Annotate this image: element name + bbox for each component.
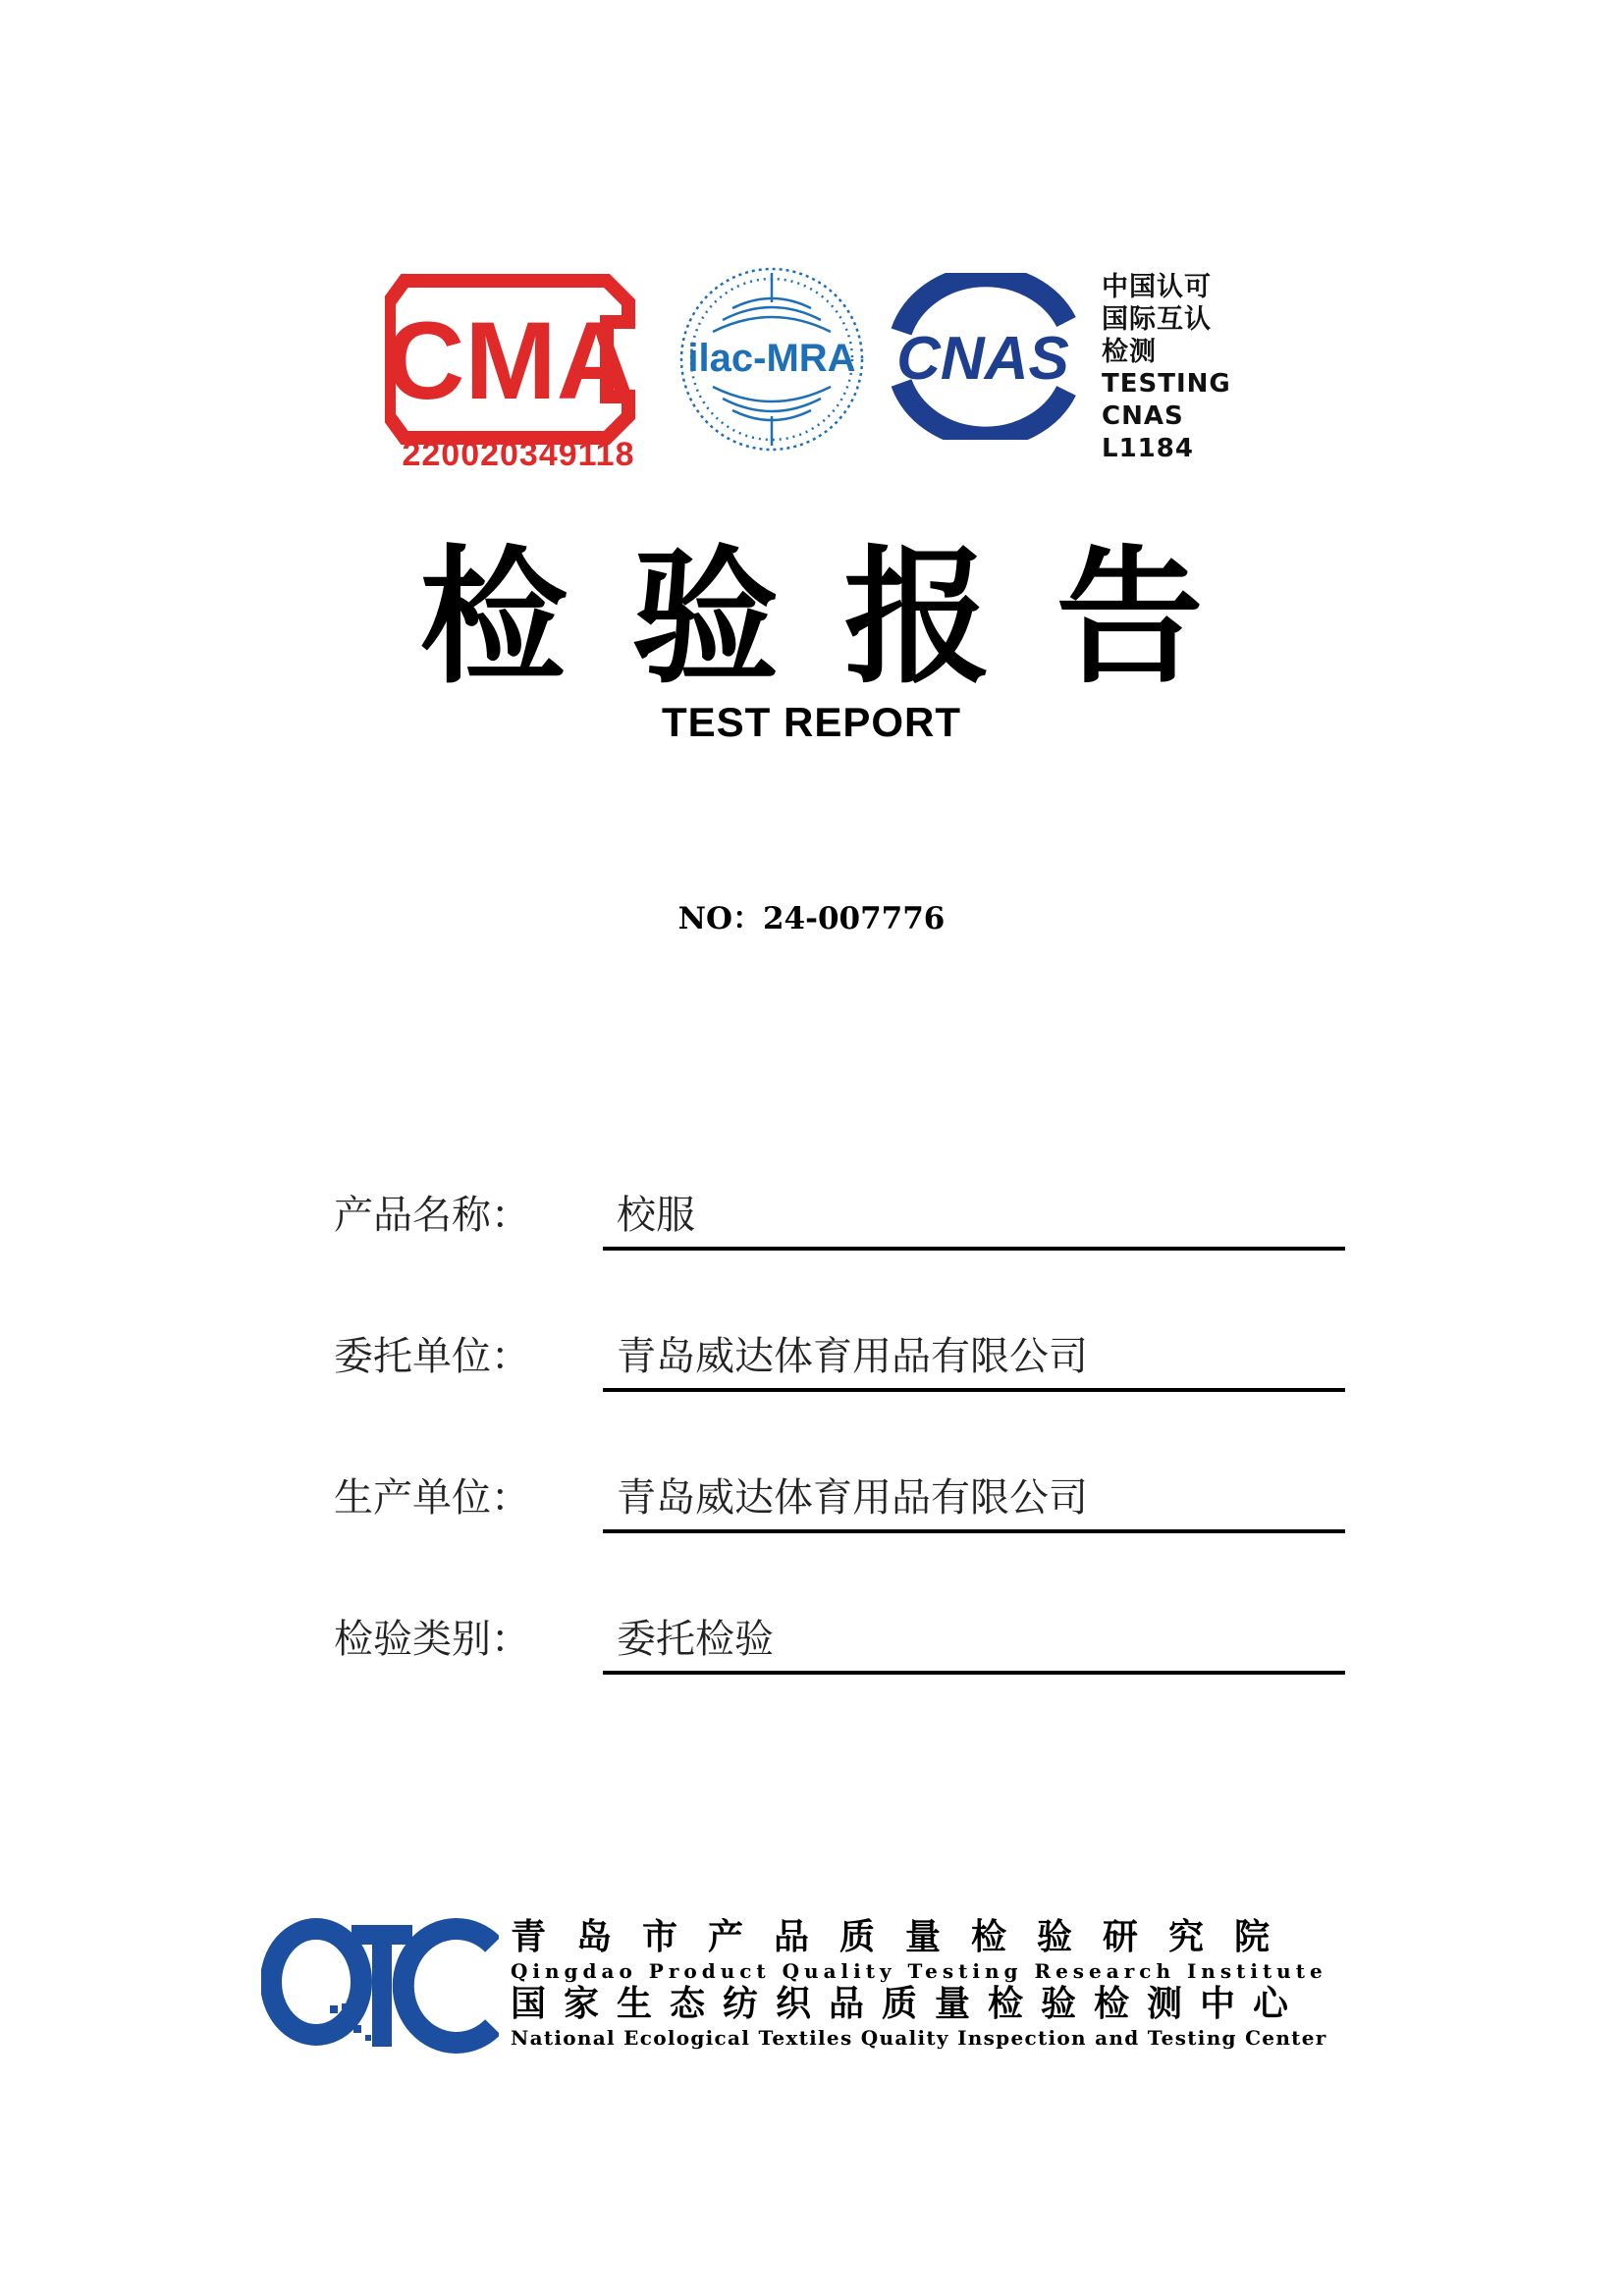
cnas-caption-line: 中国认可 bbox=[1102, 272, 1212, 302]
cnas-logo bbox=[874, 273, 1092, 440]
report-title-english: TEST REPORT bbox=[661, 699, 962, 745]
field-value: 青岛威达体育用品有限公司 bbox=[617, 1334, 1088, 1379]
report-title: 检验报告 bbox=[419, 533, 1269, 704]
cnas-caption-line: 国际互认 bbox=[1102, 304, 1212, 335]
report-number-label: NO： bbox=[677, 901, 763, 936]
cma-mark: CMA bbox=[385, 299, 636, 422]
field-test-type bbox=[334, 1610, 1345, 1679]
cnas-caption bbox=[1102, 271, 1269, 465]
field-value: 委托检验 bbox=[617, 1617, 774, 1662]
qtc-mark: QTC bbox=[377, 2053, 381, 2054]
field-label: 检验类别： bbox=[334, 1617, 530, 1662]
qtc-logo bbox=[261, 1917, 499, 2055]
field-manufacturer bbox=[334, 1468, 1345, 1537]
report-number bbox=[0, 893, 1623, 937]
institute-name-en: Qingdao Product Quality Testing Research Institute bbox=[511, 1959, 1327, 1983]
institute-footer bbox=[261, 1917, 1361, 2064]
field-underline bbox=[603, 1529, 1345, 1533]
field-label: 产品名称： bbox=[334, 1193, 530, 1238]
ilac-mark: ilac-MRA bbox=[687, 337, 856, 380]
field-client bbox=[334, 1327, 1345, 1396]
field-value: 校服 bbox=[617, 1193, 695, 1238]
accreditation-logos bbox=[385, 243, 1269, 469]
field-label: 委托单位： bbox=[334, 1334, 530, 1379]
field-label: 生产单位： bbox=[334, 1475, 530, 1521]
field-underline bbox=[603, 1671, 1345, 1675]
field-product-name bbox=[334, 1186, 1345, 1255]
cnas-caption-line: 检测 bbox=[1102, 337, 1157, 367]
center-name-en: National Ecological Textiles Quality Inspection and Testing Center bbox=[511, 2026, 1327, 2050]
report-number-value: 24-007776 bbox=[762, 901, 946, 936]
center-name-zh: 国家生态纺织品质量检验检测中心 bbox=[511, 1983, 1307, 2024]
institute-name-zh: 青岛市产品质量检验研究院 bbox=[511, 1916, 1301, 1957]
field-underline bbox=[603, 1247, 1345, 1251]
cnas-caption-line: CNAS L1184 bbox=[1102, 401, 1194, 463]
ilac-mra-logo bbox=[676, 263, 868, 455]
cnas-mark: CNAS bbox=[896, 325, 1069, 393]
cma-logo bbox=[385, 251, 652, 469]
cma-number: 220020349118 bbox=[402, 436, 635, 469]
field-value: 青岛威达体育用品有限公司 bbox=[617, 1475, 1088, 1521]
cnas-caption-line: TESTING bbox=[1102, 369, 1231, 399]
field-underline bbox=[603, 1388, 1345, 1392]
